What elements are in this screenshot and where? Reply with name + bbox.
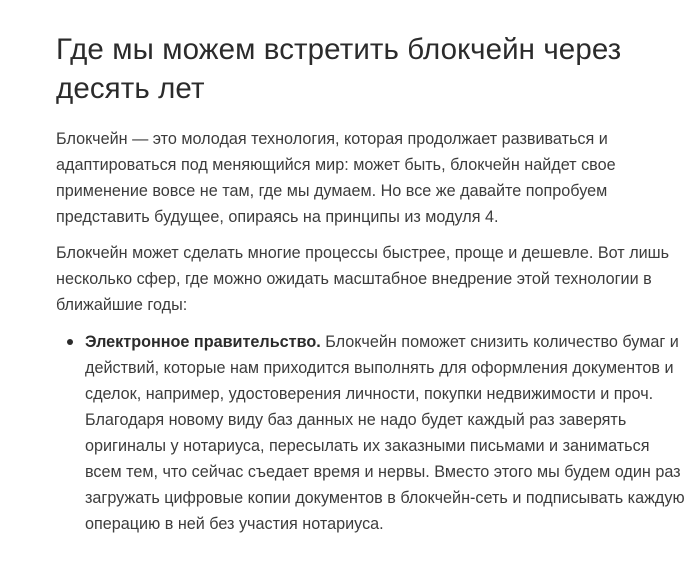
article (56, 30, 686, 537)
bullet-icon (67, 339, 73, 345)
article-title: Где мы можем встретить блокчейн через десять лет (56, 33, 622, 105)
list-item (56, 329, 686, 537)
spheres-paragraph: Блокчейн может сделать многие процессы быстрее, проще и дешевле. Вот лишь несколько сфер, где можно ожидать масштабное внедрение этой технологии в ближайшие годы: (56, 244, 670, 314)
intro-paragraph: Блокчейн — это молодая технология, которая продолжает развиваться и адаптироваться под меняющийся мир: может быть, блокчейн найдет свое применение вовсе не там, где мы думаем. Но все же давайте попробуем представить будущее, опираясь на принципы из модуля 4. (56, 130, 616, 226)
spheres-list (56, 329, 686, 537)
list-item-text: Блокчейн поможет снизить количество бумаг и действий, которые нам приходится выполнять для оформления документов и сделок, например, удостоверения личности, покупки недвижимости и проч. Благодаря новому виду баз данных не надо будет каждый раз заверять оригиналы у нотариуса, пересылать их заказными письмами и заниматься всем тем, что сейчас съедает время и нервы. Вместо этого мы будем один раз загружать цифровые копии документов в блокчейн-сеть и подписывать каждую операцию в ней без участия нотариуса. (85, 333, 685, 533)
list-item-term: Электронное правительство. (85, 333, 321, 351)
